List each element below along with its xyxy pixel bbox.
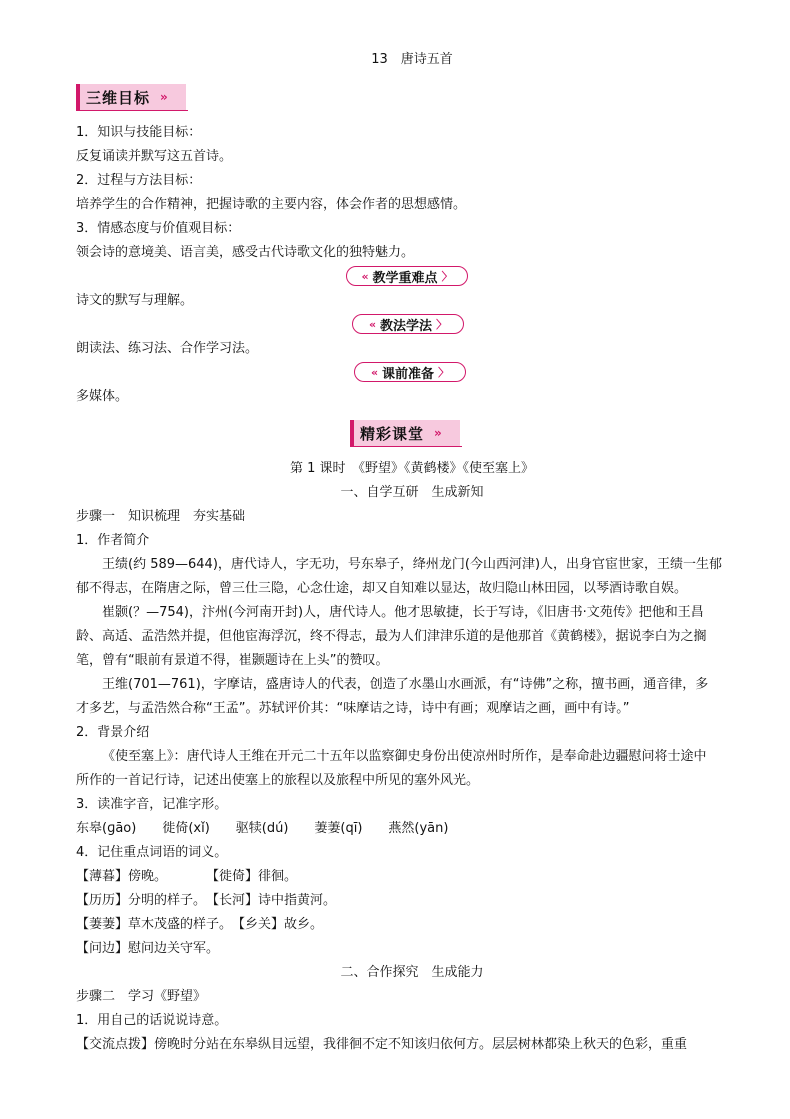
item-heading: 2．背景介绍 [76, 725, 150, 740]
curl-right-icon: 〉 [438, 366, 450, 379]
paragraph-line: 《使至塞上》：唐代诗人王维在开元二十五年以监察御史身份出使凉州时所作，是奉命赴边疆慰问将士途中 [102, 749, 707, 764]
vocab-line: 【问边】慰问边关守军。 [76, 941, 220, 956]
double-chevron-left-icon: « [368, 317, 377, 331]
item-heading: 4．记住重点词语的词义。 [76, 845, 228, 860]
section-underline [350, 446, 462, 447]
vocab-line: 【薄暮】傍晚。 【徙倚】徘徊。 [76, 869, 298, 884]
vocab-line: 【历历】分明的样子。 【长河】诗中指黄河。 [76, 893, 337, 908]
pill-label: 教法学法 [380, 318, 433, 334]
step-heading: 步骤二 学习《野望》 [76, 989, 207, 1004]
lesson-title: 第 1 课时 《野望》《黄鹤楼》《使至塞上》 [289, 461, 535, 476]
double-chevron-right-icon: » [160, 90, 168, 104]
pill-header-key-points [346, 266, 468, 286]
pill-header-methods [352, 314, 464, 334]
section-underline [76, 110, 188, 111]
vocab-line: 【萋萋】草木茂盛的样子。 【乡关】故乡。 [76, 917, 324, 932]
double-chevron-right-icon: » [434, 426, 442, 440]
item-heading: 1．用自己的话说说诗意。 [76, 1013, 228, 1028]
goal-line: 领会诗的意境美、语言美，感受古代诗歌文化的独特魅力。 [76, 245, 415, 260]
paragraph-line: 所作的一首记行诗，记述出使塞上的旅程以及旅程中所见的塞外风光。 [76, 773, 480, 788]
double-chevron-left-icon: « [370, 365, 379, 379]
paragraph-line: 王维(701—761)，字摩诘，盛唐诗人的代表，创造了水墨山水画派，有“诗佛”之称，擅书画，通音律，多 [102, 677, 709, 692]
section-header-goals [76, 84, 186, 110]
paragraph-line: 崔颢(？—754)，汴州(今河南开封)人，唐代诗人。他才思敏捷，长于写诗，《旧唐书·文苑传》把他和王昌 [102, 605, 704, 620]
page-title: 13 唐诗五首 [371, 52, 453, 67]
pill-header-preparation [354, 362, 466, 382]
section-header-label: 三维目标 [86, 88, 151, 107]
section-header-classroom [350, 420, 460, 446]
pinyin-line: 东皋(ɡāo) 徙倚(xǐ) 驱犊(dú) 萋萋(qī) 燕然(yān) [76, 821, 449, 836]
goal-line: 培养学生的合作精神，把握诗歌的主要内容，体会作者的思想感情。 [76, 197, 467, 212]
paragraph-line: 才多艺，与孟浩然合称“王孟”。苏轼评价其：“味摩诘之诗，诗中有画；观摩诘之画，画中有诗。” [76, 701, 630, 716]
methods-content: 朗读法、练习法、合作学习法。 [76, 341, 259, 356]
curl-right-icon: 〉 [436, 318, 448, 331]
goal-line: 1．知识与技能目标： [76, 125, 202, 140]
paragraph-line: 笔，曾有“眼前有景道不得，崔颢题诗在上头”的赞叹。 [76, 653, 389, 668]
item-heading: 1．作者简介 [76, 533, 150, 548]
paragraph-line: 【交流点拨】傍晚时分站在东皋纵目远望，我徘徊不定不知该归依何方。层层树林都染上秋天的色彩，重重 [76, 1037, 688, 1052]
item-heading: 3．读准字音，记准字形。 [76, 797, 228, 812]
step-heading: 步骤一 知识梳理 夯实基础 [76, 509, 246, 524]
part-title: 二、合作探究 生成能力 [340, 965, 484, 980]
section-header-label: 精彩课堂 [360, 424, 425, 443]
preparation-content: 多媒体。 [76, 389, 129, 404]
double-chevron-left-icon: « [361, 269, 369, 283]
paragraph-line: 龄、高适、孟浩然并提，但他宦海浮沉，终不得志，最为人们津津乐道的是他那首《黄鹤楼》，据说李白为之搁 [76, 629, 707, 644]
paragraph-line: 王绩(约 589—644)，唐代诗人，字无功，号东皋子，绛州龙门(今山西河津)人，出身官宦世家，王绩一生郁 [102, 557, 723, 572]
goal-line: 3．情感态度与价值观目标： [76, 221, 241, 236]
curl-right-icon: 〉 [441, 270, 453, 283]
goal-line: 2．过程与方法目标： [76, 173, 202, 188]
goal-line: 反复诵读并默写这五首诗。 [76, 149, 233, 164]
paragraph-line: 郁不得志，在隋唐之际，曾三仕三隐，心念仕途，却又自知难以显达，故归隐山林田园，以琴酒诗歌自娱。 [76, 581, 688, 596]
key-points-content: 诗文的默写与理解。 [76, 293, 194, 308]
part-title: 一、自学互研 生成新知 [340, 485, 484, 500]
pill-label: 教学重难点 [372, 270, 438, 286]
pill-label: 课前准备 [382, 366, 435, 382]
